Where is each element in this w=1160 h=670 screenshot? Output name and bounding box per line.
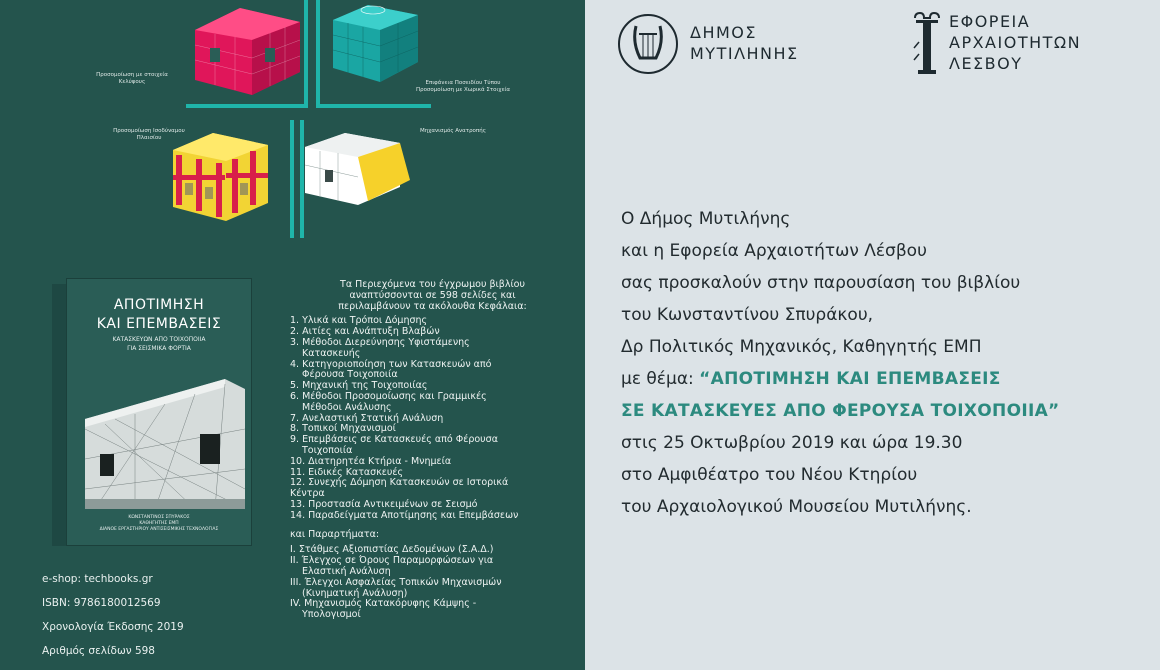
list-item: IV. Μηχανισμός Κατακόρυφης Κάμψης - (290, 598, 477, 610)
book-cover (52, 278, 250, 546)
book-author-title: ΚΑΘΗΓΗΤΗΣ ΕΜΠ (139, 521, 179, 526)
topic-prefix: με θέμα: (621, 369, 700, 389)
publication-year: Χρονολογία Έκδοσης 2019 (42, 621, 184, 633)
book-front (66, 278, 252, 546)
solid-model-illustration (328, 0, 423, 90)
event-date: στις 25 Οκτωβρίου 2019 και ώρα 19.30 (621, 433, 963, 453)
book-title-line1: ΑΠΟΤΙΜΗΣΗ (113, 297, 205, 313)
caption-frame-model: Προσομοίωση Ισοδύναμου Πλαισίου (113, 128, 185, 141)
list-item: 4. Κατηγοριοποίηση των Κατασκευών από (290, 358, 492, 370)
annex-title: και Παραρτήματα: (290, 528, 380, 540)
book-title-highlight: “ΑΠΟΤΙΜΗΣΗ ΚΑΙ ΕΠΕΜΒΑΣΕΙΣ (699, 369, 1001, 389)
invitation-line: του Κωνσταντίνου Σπυράκου, (621, 305, 874, 325)
ephorate-name: ΕΦΟΡΕΙΑ ΑΡΧΑΙΟΤΗΤΩΝ ΛΕΣΒΟΥ (949, 12, 1082, 73)
list-item: II. Έλεγχος σε Όρους Παραμορφώσεων για (290, 555, 494, 567)
eshop-link[interactable]: e-shop: techbooks.gr (42, 573, 153, 585)
list-item: Μέθοδοι Ανάλυσης (302, 401, 392, 413)
list-item: 14. Παραδείγματα Αποτίμησης και Επεμβάσεων (290, 509, 519, 521)
chapter-list (290, 316, 575, 521)
list-item: 7. Ανελαστική Στατική Ανάλυση (290, 412, 444, 424)
list-item: Φέρουσα Τοιχοποιία (302, 369, 398, 381)
list-item: Κέντρα (290, 488, 325, 500)
invitation-line: Δρ Πολιτικός Μηχανικός, Καθηγητής ΕΜΠ (621, 337, 982, 357)
invitation-topic-line (621, 363, 1141, 395)
frame-model-illustration (168, 125, 273, 225)
annex-list (290, 545, 575, 621)
page-count: Αριθμός σελίδων 598 (42, 645, 155, 657)
list-item: Κατασκευής (302, 347, 361, 359)
list-item: 1. Υλικά και Τρόποι Δόμησης (290, 315, 428, 327)
event-venue-cont: του Αρχαιολογικού Μουσείου Μυτιλήνης. (621, 497, 972, 517)
list-item: Υπολογισμοί (302, 609, 361, 621)
list-item: 2. Αιτίες και Ανάπτυξη Βλαβών (290, 326, 440, 338)
book-author-lab: ΔΙΑΝΟΕ ΕΡΓΑΣΤΗΡΙΟΥ ΑΝΤΙΣΕΙΣΜΙΚΗΣ ΤΕΧΝΟΛΟΓΙΑΣ (99, 527, 219, 532)
list-item: 6. Μέθοδοι Προσομοίωσης και Γραμμικές (290, 390, 487, 402)
building-photo (75, 359, 245, 509)
overturning-illustration (300, 125, 415, 215)
invitation-line: και η Εφορεία Αρχαιοτήτων Λέσβου (621, 241, 927, 261)
contents-intro: Τα Περιεχόμενα του έγχρωμου βιβλίου αναπτύσσονται σε 598 σελίδες και περιλαμβάνουν τα ακόλουθα Κεφάλαια: (338, 279, 527, 312)
book-subtitle-line1: ΚΑΤΑΣΚΕΥΩΝ ΑΠΟ ΤΟΙΧΟΠΟΙΙΑ (112, 336, 206, 343)
caption-shell-model: Προσομοίωση με στοιχεία Κελύφους (96, 72, 168, 85)
invitation-line: Ο Δήμος Μυτιλήνης (621, 209, 791, 229)
divider-horizontal-left (186, 104, 308, 108)
book-title-line2: ΚΑΙ ΕΠΕΜΒΑΣΕΙΣ (96, 316, 222, 332)
book-author: ΚΩΝΣΤΑΝΤΙΝΟΣ ΣΠΥΡΑΚΟΣ (128, 515, 190, 520)
ephorate-column-logo (912, 12, 942, 78)
caption-overturning: Μηχανισμός Ανατροπής (420, 128, 486, 134)
caption-solid-model: Επιφάνεια Ποσειδίου Τύπου Προσομοίωση με Χωρικά Στοιχεία (415, 80, 511, 93)
event-venue: στο Αμφιθέατρο του Νέου Κτηρίου (621, 465, 918, 485)
list-item: 8. Τοπικοί Μηχανισμοί (290, 423, 396, 435)
list-item: 5. Μηχανική της Τοιχοποιίας (290, 380, 428, 392)
divider-vertical-top-right (316, 0, 320, 108)
list-item: 13. Προστασία Αντικειμένων σε Σεισμό (290, 498, 478, 510)
municipality-name: ΔΗΜΟΣ ΜΥΤΙΛΗΝΗΣ (690, 23, 799, 63)
list-item: Τοιχοποιία (302, 444, 353, 456)
invitation-text (621, 203, 1141, 523)
book-spine (52, 284, 66, 546)
book-title-highlight-cont: ΣΕ ΚΑΤΑΣΚΕΥΕΣ ΑΠΟ ΦΕΡΟΥΣΑ ΤΟΙΧΟΠΟΙΙΑ” (621, 401, 1060, 421)
divider-vertical-bottom (290, 120, 294, 238)
municipality-lyre-logo (618, 12, 678, 76)
list-item: 3. Μέθοδοι Διερεύνησης Υφιστάμενης (290, 336, 470, 348)
list-item: 11. Ειδικές Κατασκευές (290, 466, 404, 478)
isbn-text: ISBN: 9786180012569 (42, 597, 161, 609)
list-item: Ελαστική Ανάλυση (302, 565, 391, 577)
invitation-line: σας προσκαλούν στην παρουσίαση του βιβλίου (621, 273, 1021, 293)
book-subtitle-line2: ΓΙΑ ΣΕΙΣΜΙΚΑ ΦΟΡΤΙΑ (127, 345, 191, 352)
list-item: (Κινηματική Ανάλυση) (302, 587, 408, 599)
table-of-contents (290, 280, 575, 621)
list-item: 9. Επεμβάσεις σε Κατασκευές από Φέρουσα (290, 434, 498, 446)
list-item: 12. Συνεχής Δόμηση Κατασκευών σε Ιστορικά (290, 477, 509, 489)
divider-vertical-top (304, 0, 308, 108)
list-item: 10. Διατηρητέα Κτήρια - Μνημεία (290, 455, 452, 467)
list-item: I. Στάθμες Αξιοπιστίας Δεδομένων (Σ.Α.Δ.) (290, 544, 494, 556)
list-item: III. Έλεγχοι Ασφαλείας Τοπικών Μηχανισμών (290, 576, 502, 588)
divider-horizontal-right (316, 104, 431, 108)
shell-model-illustration (190, 0, 305, 100)
